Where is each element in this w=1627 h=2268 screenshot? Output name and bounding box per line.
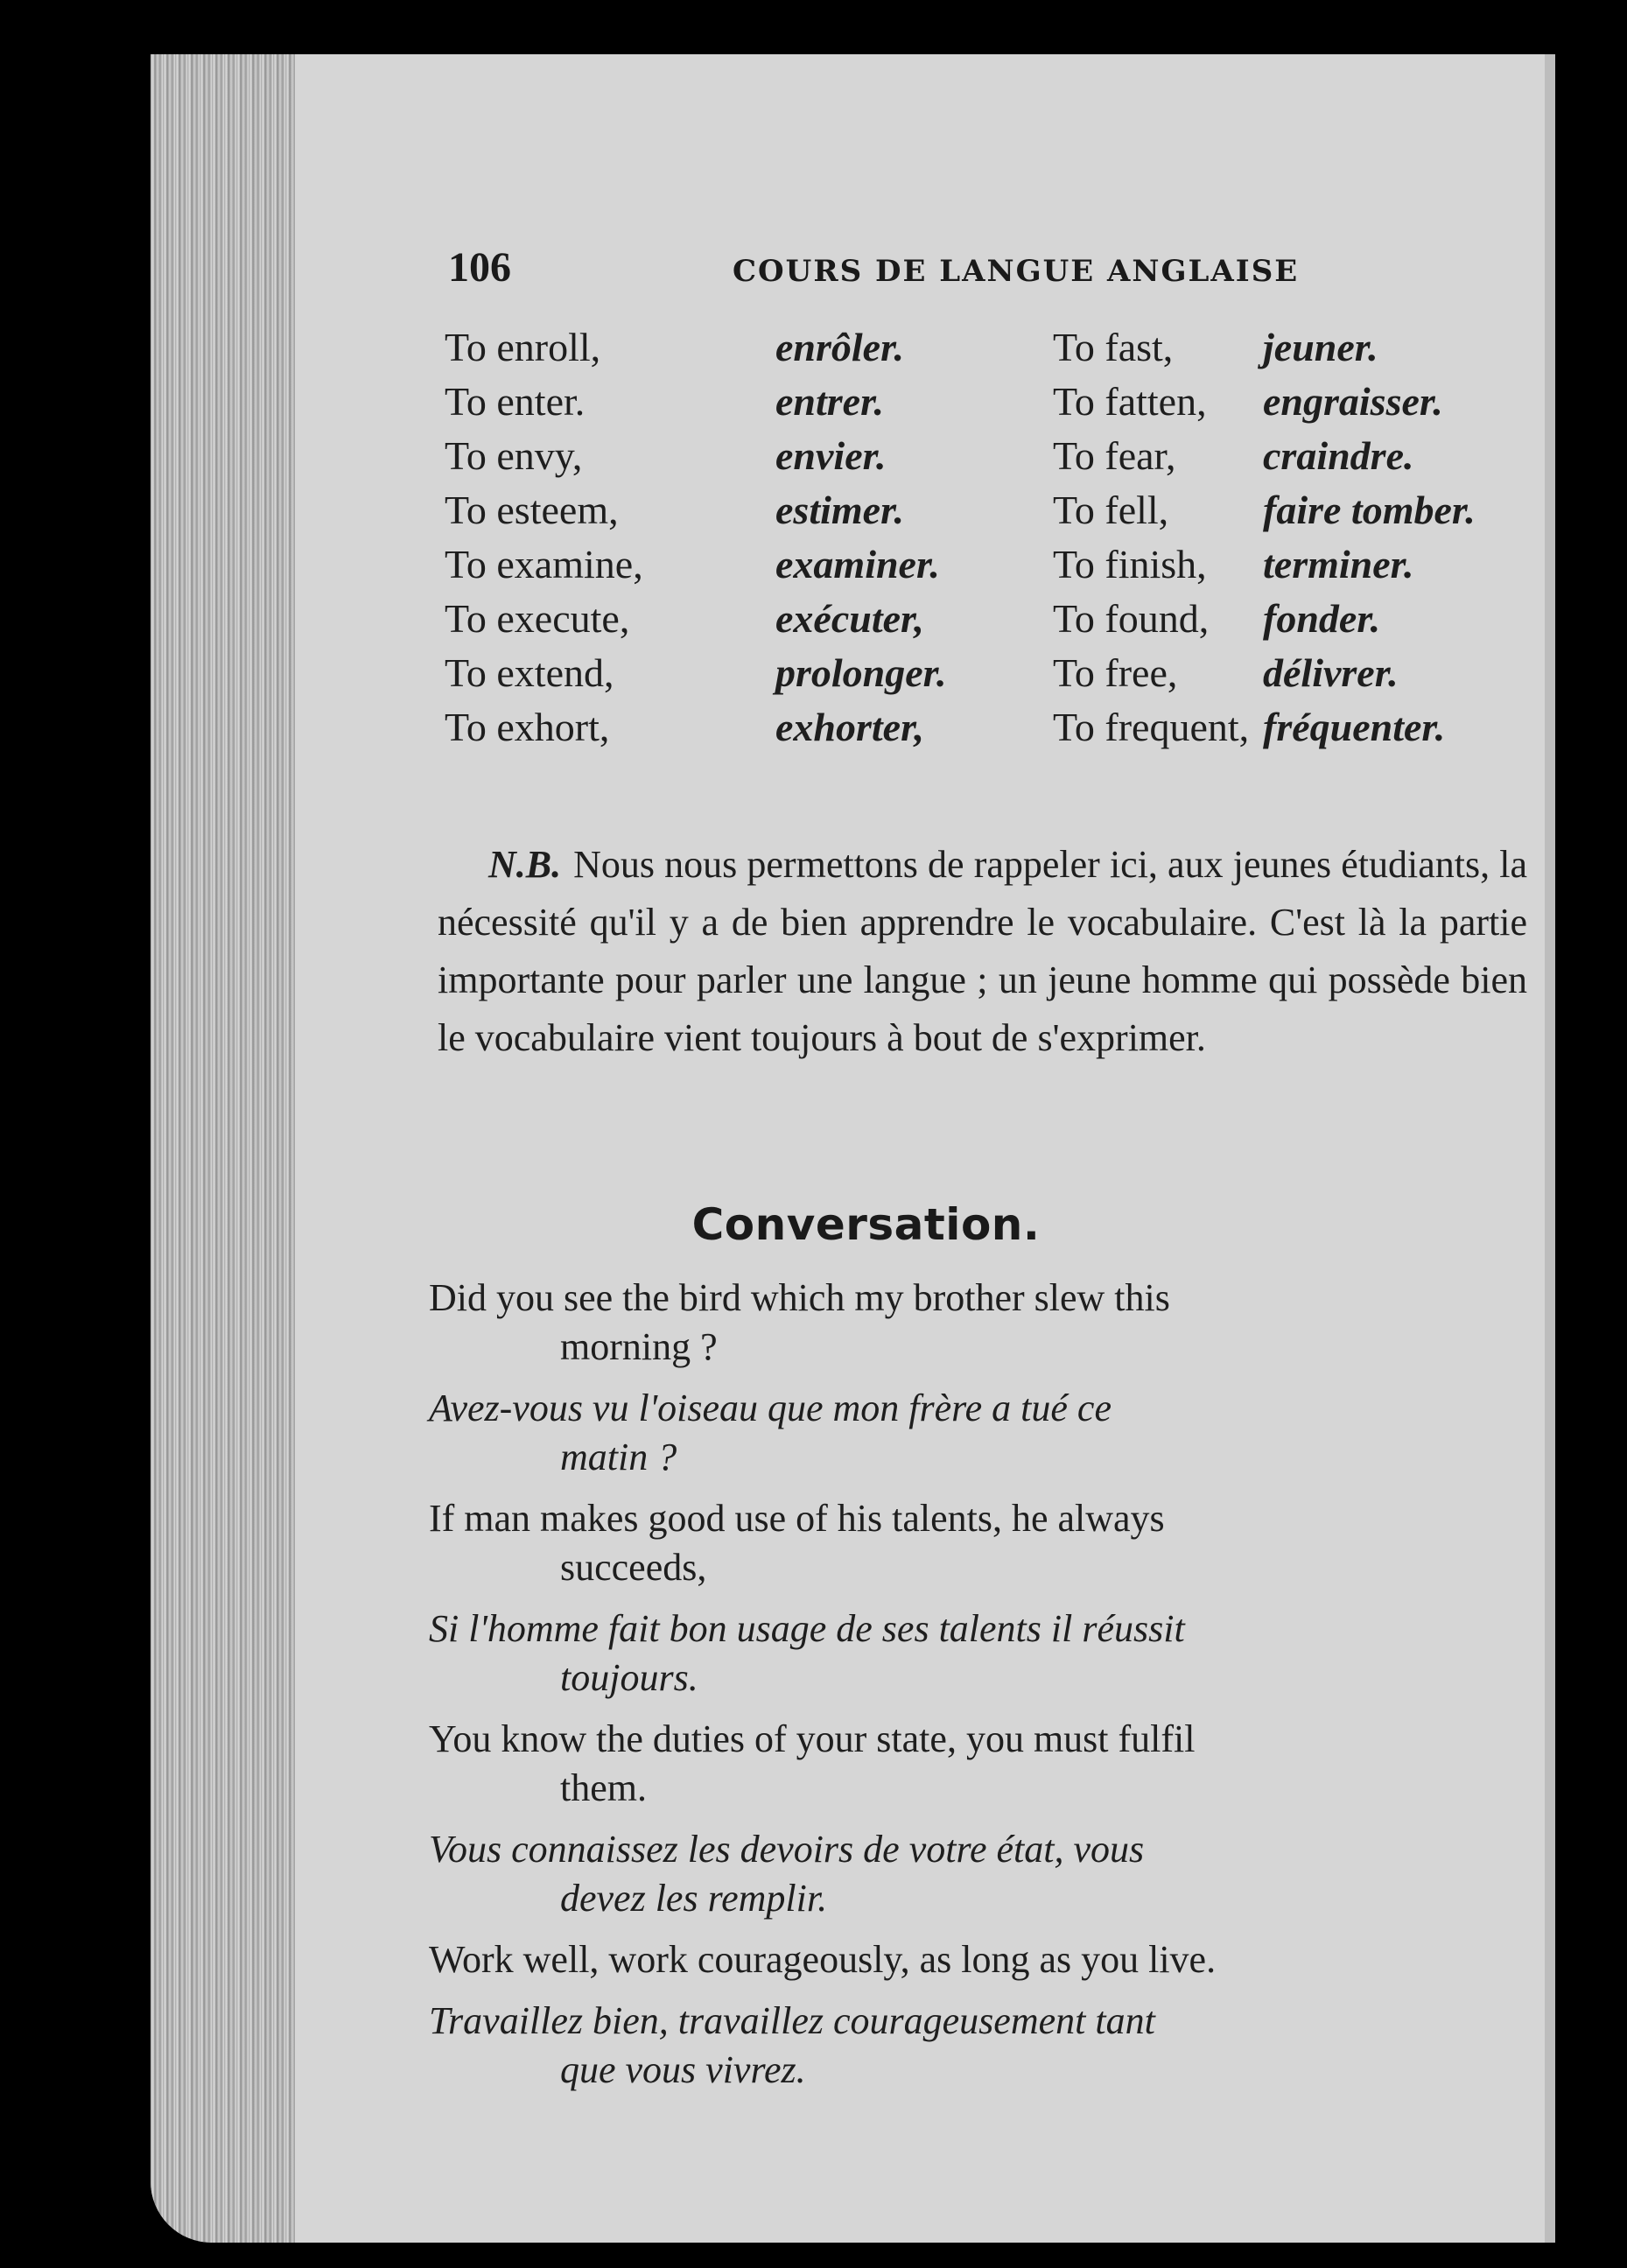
- vocab-french-right: jeuner.: [1263, 325, 1378, 369]
- vocab-english-left: To execute,: [445, 596, 630, 641]
- vocab-english-right: To found,: [1053, 596, 1210, 641]
- line-continuation: them.: [560, 1766, 647, 1809]
- line-text: Si l'homme fait bon usage de ses talents il réussit: [429, 1607, 1185, 1650]
- vocab-english-left: To envy,: [445, 433, 583, 478]
- vocab-french-right: fréquenter.: [1263, 705, 1446, 749]
- conversation-title: Conversation.: [691, 1199, 1041, 1250]
- line-text: Travaillez bien, travaillez courageusement tant: [429, 1999, 1155, 2042]
- vocab-row: [445, 432, 1539, 487]
- vocab-english-left: To enroll,: [445, 325, 601, 369]
- vocab-english-right: To fell,: [1053, 488, 1169, 532]
- vocab-row: [445, 595, 1539, 650]
- conversation-list: [429, 1274, 1518, 2107]
- conversation-line-french: [429, 1825, 1518, 1923]
- vocab-english-right: To fear,: [1053, 433, 1176, 478]
- line-text: Avez-vous vu l'oiseau que mon frère a tué ce: [429, 1387, 1112, 1429]
- vocab-french-left: enrôler.: [775, 325, 904, 369]
- line-continuation: morning ?: [560, 1325, 718, 1368]
- vocab-french-right: engraisser.: [1263, 379, 1443, 424]
- page-edge-shading: [151, 54, 295, 2243]
- vocab-french-left: prolonger.: [775, 650, 947, 695]
- vocab-row: [445, 704, 1539, 758]
- note-text: Nous nous permettons de rappeler ici, aux jeunes étudiants, la nécessité qu'il y a de bien apprendre le vocabulaire. C'est là la partie importante pour parler une langue ; un jeune homme qui possède bien le vocabulaire vient toujours à bout de s'exprimer.: [438, 843, 1527, 1059]
- vocab-row: [445, 487, 1539, 541]
- vocab-english-left: To extend,: [445, 650, 614, 695]
- line-continuation: toujours.: [560, 1656, 698, 1699]
- vocab-english-left: To enter.: [445, 379, 586, 424]
- vocab-french-left: envier.: [775, 433, 887, 478]
- vocab-french-left: estimer.: [775, 488, 904, 532]
- vocab-english-right: To fast,: [1053, 325, 1174, 369]
- line-text: Work well, work courageously, as long as you live.: [429, 1938, 1217, 1981]
- line-continuation: que vous vivrez.: [560, 2048, 806, 2091]
- vocab-french-right: terminer.: [1263, 542, 1414, 586]
- vocab-french-left: entrer.: [775, 379, 884, 424]
- conversation-line-english: [429, 1494, 1518, 1592]
- vocabulary-list: [445, 324, 1539, 797]
- conversation-line-english: [429, 1715, 1518, 1813]
- conversation-line-french: [429, 1604, 1518, 1703]
- conversation-line-french: [429, 1384, 1518, 1482]
- conversation-line-english: [429, 1935, 1518, 1984]
- vocab-french-left: examiner.: [775, 542, 940, 586]
- vocab-english-right: To finish,: [1053, 542, 1207, 586]
- vocab-french-left: exécuter,: [775, 596, 924, 641]
- vocab-english-left: To exhort,: [445, 705, 610, 749]
- vocab-french-right: faire tomber.: [1263, 488, 1476, 532]
- line-text: Vous connaissez les devoirs de votre état, vous: [429, 1828, 1145, 1871]
- vocab-english-right: To fatten,: [1053, 379, 1207, 424]
- vocab-row: [445, 650, 1539, 704]
- vocab-french-right: délivrer.: [1263, 650, 1399, 695]
- line-continuation: succeeds,: [560, 1546, 707, 1589]
- vocab-french-right: fonder.: [1263, 596, 1381, 641]
- vocab-english-left: To esteem,: [445, 488, 619, 532]
- line-text: You know the duties of your state, you must fulfil: [429, 1717, 1196, 1760]
- vocab-row: [445, 378, 1539, 432]
- conversation-line-french: [429, 1997, 1518, 2095]
- running-head: COURS DE LANGUE ANGLAISE: [733, 254, 1300, 289]
- vocab-english-right: To frequent,: [1053, 705, 1250, 749]
- vocab-french-left: exhorter,: [775, 705, 924, 749]
- page-right-edge: [1545, 54, 1555, 2243]
- note-paragraph: [438, 836, 1527, 1067]
- line-text: If man makes good use of his talents, he always: [429, 1497, 1165, 1540]
- vocab-french-right: craindre.: [1263, 433, 1414, 478]
- page-header: [448, 243, 1323, 305]
- vocab-row: [445, 324, 1539, 378]
- line-continuation: matin ?: [560, 1436, 677, 1478]
- page-number: 106: [448, 244, 511, 291]
- vocab-english-right: To free,: [1053, 650, 1178, 695]
- note-label: N.B.: [488, 843, 562, 886]
- vocab-row: [445, 541, 1539, 595]
- line-continuation: devez les remplir.: [560, 1877, 828, 1920]
- line-text: Did you see the bird which my brother slew this: [429, 1276, 1170, 1319]
- conversation-line-english: [429, 1274, 1518, 1372]
- vocab-english-left: To examine,: [445, 542, 643, 586]
